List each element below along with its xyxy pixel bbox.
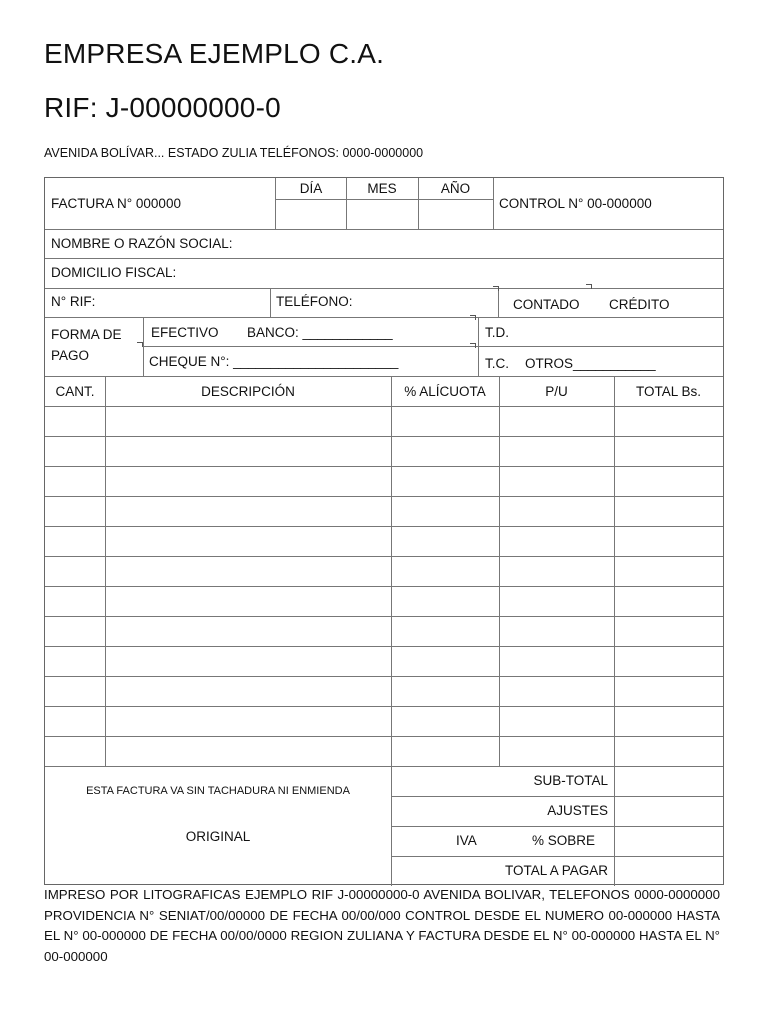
adjustments-label: AJUSTES bbox=[547, 803, 608, 818]
credit-card-option: T.C. bbox=[485, 356, 510, 371]
percent-over-label: % SOBRE bbox=[532, 833, 596, 848]
year-label: AÑO bbox=[440, 181, 471, 196]
invoice-form bbox=[44, 177, 724, 885]
check-field: CHEQUE N°: ______________________ bbox=[149, 354, 399, 369]
subtotal-label: SUB-TOTAL bbox=[533, 773, 608, 788]
cash-payment: EFECTIVO bbox=[151, 325, 219, 340]
company-address: AVENIDA BOLÍVAR... ESTADO ZULIA TELÉFONOS: 0000-0000000 bbox=[44, 146, 424, 160]
column-description: DESCRIPCIÓN bbox=[201, 384, 295, 399]
invoice-number: FACTURA N° 000000 bbox=[51, 196, 181, 211]
others-field: OTROS___________ bbox=[525, 356, 656, 371]
credit-option: CRÉDITO bbox=[609, 297, 670, 312]
day-label: DÍA bbox=[299, 181, 323, 196]
column-tax-rate: % ALÍCUOTA bbox=[404, 384, 486, 399]
cash-option: CONTADO bbox=[513, 297, 580, 312]
copy-label: ORIGINAL bbox=[185, 829, 251, 844]
total-due-label: TOTAL A PAGAR bbox=[504, 863, 608, 878]
name-label: NOMBRE O RAZÓN SOCIAL: bbox=[51, 236, 233, 251]
payment-label-1: FORMA DE bbox=[51, 327, 122, 342]
column-total: TOTAL Bs. bbox=[635, 384, 701, 399]
printer-footer: IMPRESO POR LITOGRAFICAS EJEMPLO RIF J-00000000-0 AVENIDA BOLIVAR, TELEFONOS 0000-0000000 PROVIDENCIA N° SENIAT/00/00000 DE FECHA 00/00/000 CONTROL DESDE EL NUMERO 00-000000 HASTA EL N° 00-000000 DE FECHA 00/00/0000 REGION ZULIANA Y FACTURA DESDE EL N° 00-000000 HASTA EL N° 00-000000 bbox=[44, 887, 720, 964]
column-unit-price: P/U bbox=[545, 384, 568, 399]
no-erasure-notice: ESTA FACTURA VA SIN TACHADURA NI ENMIENDA bbox=[86, 785, 350, 797]
fiscal-address-label: DOMICILIO FISCAL: bbox=[51, 265, 177, 280]
control-number: CONTROL N° 00-000000 bbox=[499, 196, 652, 211]
company-rif: RIF: J-00000000-0 bbox=[44, 92, 281, 123]
iva-label: IVA bbox=[456, 833, 477, 848]
debit-card-option: T.D. bbox=[485, 325, 510, 340]
phone-label: TELÉFONO: bbox=[276, 294, 353, 309]
column-quantity: CANT. bbox=[55, 384, 95, 399]
company-name: EMPRESA EJEMPLO C.A. bbox=[44, 38, 385, 69]
rif-label: N° RIF: bbox=[51, 294, 96, 309]
payment-label-2: PAGO bbox=[51, 348, 90, 363]
month-label: MES bbox=[367, 181, 397, 196]
bank-field: BANCO: ____________ bbox=[247, 325, 393, 340]
